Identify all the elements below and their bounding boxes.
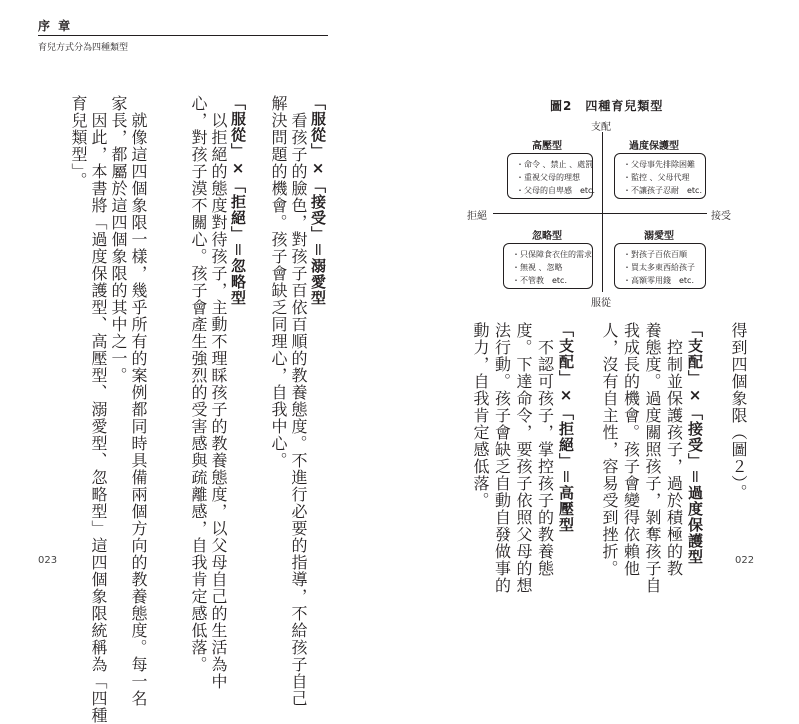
vertical-axis xyxy=(602,132,603,292)
quadrant-item: ・父母的自卑感 etc. xyxy=(516,186,595,195)
quadrant-box-indulgent xyxy=(614,243,706,289)
quadrant-box-overprotective xyxy=(614,153,706,199)
quadrant-box-neglectful xyxy=(503,243,593,289)
quadrant-title-overprotective: 過度保護型 xyxy=(629,141,679,152)
quadrant-item: ・父母事先排除困難 xyxy=(623,160,695,169)
body-text-line: 法行動。孩子會缺乏自動自發做事的 xyxy=(492,322,512,594)
body-text-line: 就像這四個象限一樣，幾乎所有的案例都同時具備兩個方向的教養態度。每一名 xyxy=(129,95,148,707)
body-text-line: 養態度。過度關照孩子，剝奪孩子自 xyxy=(643,322,662,594)
chapter-subtitle: 育兒方式分為四種類型 xyxy=(38,43,129,53)
body-text-line: 看孩子的臉色，對孩子百依百順的教養態度。不進行必要的指導，不給孩子自己 xyxy=(289,95,308,707)
section-heading: 「服從」×「接受」＝溺愛型 xyxy=(309,95,327,307)
body-text-line: 育兒類型」。 xyxy=(69,95,88,189)
quadrant-title-neglectful: 忽略型 xyxy=(532,231,562,242)
body-text-line: 因此，本書將「過度保護型、高壓型、溺愛型、忽略型」這四個象限統稱為「四種 xyxy=(89,95,108,724)
axis-label-bottom: 服從 xyxy=(591,298,611,309)
page-number-right: 022 xyxy=(735,555,755,566)
figure-title: 圖2 四種育兒類型 xyxy=(550,99,664,113)
body-text-line: 我成長的機會。孩子會變得依賴他 xyxy=(621,322,641,577)
body-text-line: 以拒絕的態度對待孩子，主動不理睬孩子的教養態度，以父母自己的生活為中 xyxy=(209,95,228,690)
quadrant-item: ・不讓孩子忍耐 etc. xyxy=(623,186,702,195)
body-text-line: 控制並保護孩子，過於積極的教 xyxy=(664,322,684,577)
quadrant-item: ・命令 、禁止 、處罰 xyxy=(516,160,594,169)
quadrant-item: ・監控 、父母代理 xyxy=(623,173,690,182)
axis-label-right: 接受 xyxy=(711,211,731,222)
axis-label-left: 拒絕 xyxy=(467,211,487,222)
quadrant-title-indulgent: 溺愛型 xyxy=(644,231,674,242)
quadrant-item: ・不管教 etc. xyxy=(512,276,567,285)
section-heading: 「支配」×「接受」＝過度保護型 xyxy=(686,322,704,566)
body-text-line: 家長，都屬於這四個象限的其中之一。 xyxy=(109,95,128,384)
section-heading: 「服從」×「拒絕」＝忽略型 xyxy=(229,95,247,307)
quadrant-item: ・買太多東西給孩子 xyxy=(623,263,695,272)
chapter-label: 序 章 xyxy=(38,19,73,33)
body-text-line: 解決問題的機會。孩子會缺乏同理心，自我中心。 xyxy=(269,95,288,469)
section-heading: 「支配」×「拒絕」＝高壓型 xyxy=(557,322,575,534)
quadrant-box-authoritarian xyxy=(507,153,593,199)
quadrant-item: ・重視父母的理想 xyxy=(516,173,580,182)
body-text-line: 度。下達命令，要孩子依照父母的想 xyxy=(514,322,533,594)
page-number-left: 023 xyxy=(38,555,58,566)
body-text-line: 不認可孩子，掌控孩子的教養態 xyxy=(535,322,555,577)
axis-label-top: 支配 xyxy=(591,122,611,133)
quadrant-item: ・高額零用錢 etc. xyxy=(623,276,694,285)
body-text-line: 心，對孩子漠不關心。孩子會產生強烈的受害感與疏離感，自我肯定感低落。 xyxy=(189,95,208,673)
horizontal-axis xyxy=(493,213,707,214)
body-text-line: 得到四個象限（圖２）。 xyxy=(729,322,748,501)
body-text-line: 人，沒有自主性，容易受到挫折。 xyxy=(600,322,619,577)
quadrant-item: ・對孩子百依百順 xyxy=(623,250,687,259)
quadrant-title-authoritarian: 高壓型 xyxy=(532,141,562,152)
quadrant-item: ・只保障食衣住的需求 xyxy=(512,250,592,259)
quadrant-item: ・無視 、忽略 xyxy=(512,263,563,272)
body-text-line: 動力，自我肯定感低落。 xyxy=(471,322,490,509)
header-rule xyxy=(38,35,328,36)
